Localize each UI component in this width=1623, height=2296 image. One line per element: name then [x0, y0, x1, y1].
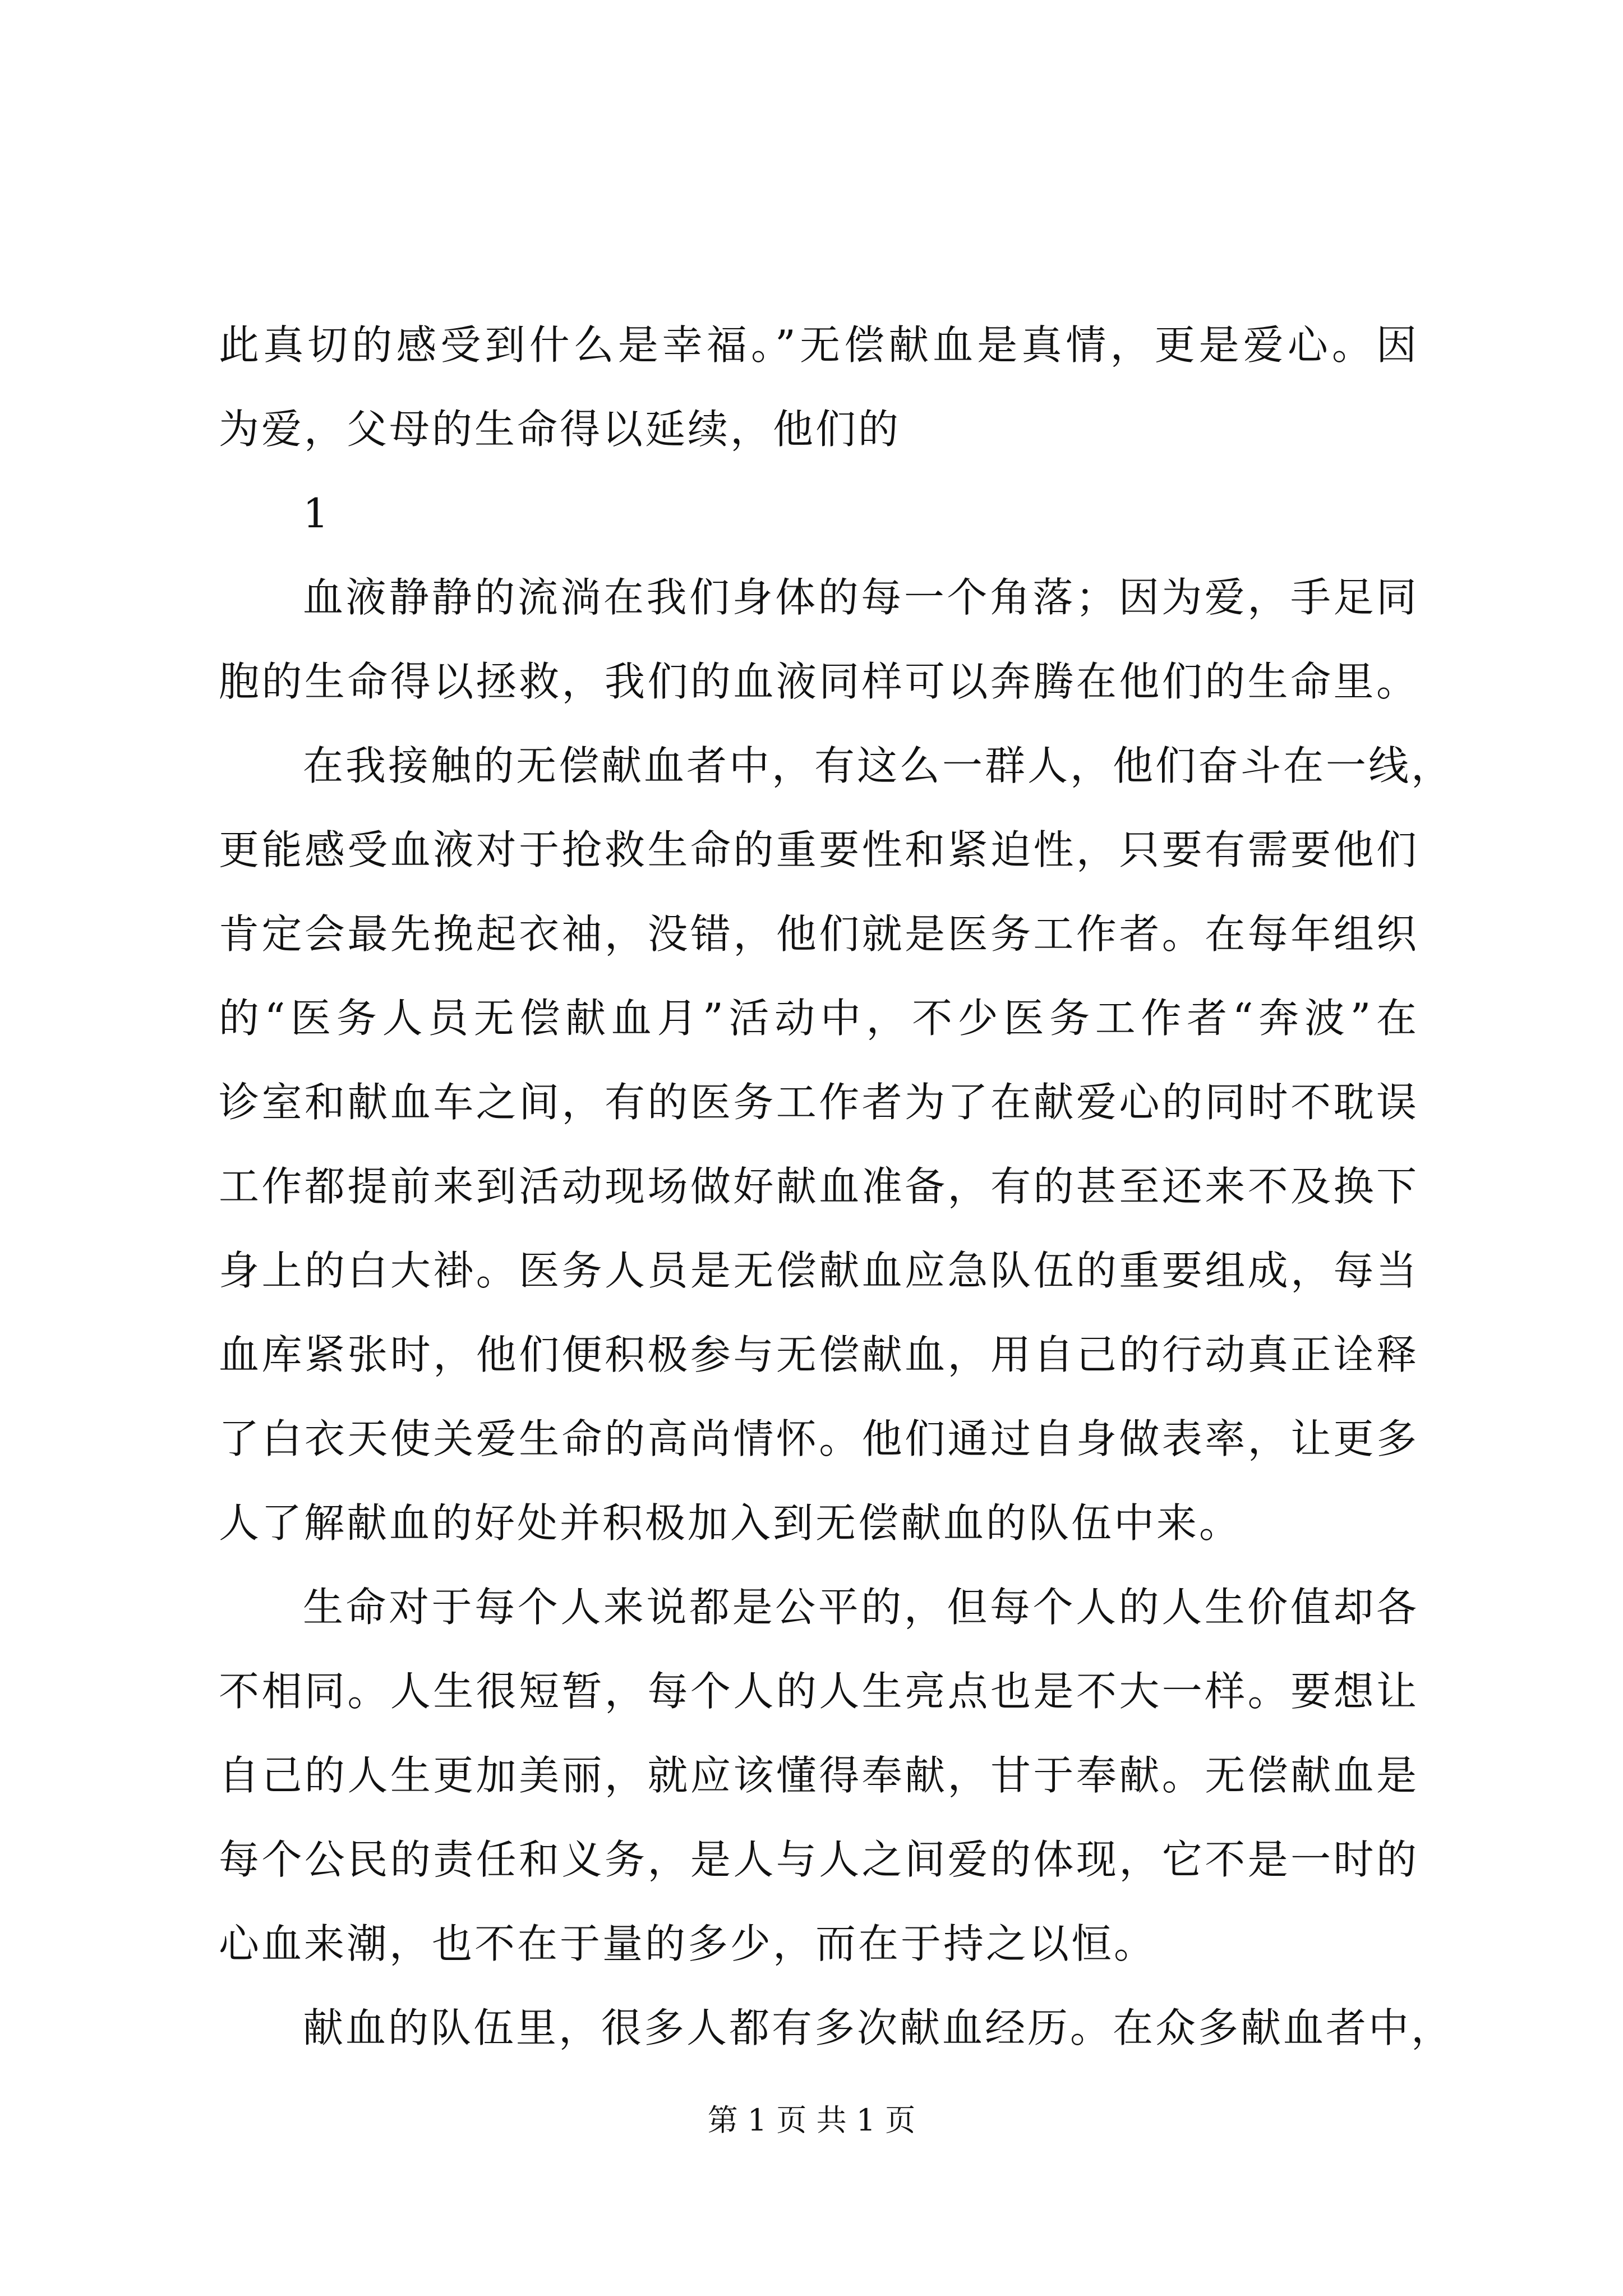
text-line: 心血来潮，也不在于量的多少，而在于持之以恒。: [219, 1920, 1157, 1967]
text-line: 此真切的感受到什么是幸福。”无偿献血是真情，更是爱心。因: [219, 321, 1419, 369]
paragraph: [219, 1986, 1454, 2070]
text-line: 肯定会最先挽起衣袖，没错，他们就是医务工作者。在每年组织: [219, 910, 1419, 958]
page-marker: 1: [303, 490, 329, 537]
text-line: 自己的人生更加美丽，就应该懂得奉献，甘于奉献。无偿献血是: [219, 1752, 1419, 1799]
text-line: 身上的白大褂。医务人员是无偿献血应急队伍的重要组成，每当: [219, 1247, 1419, 1294]
text-line: 了白衣天使关爱生命的高尚情怀。他们通过自身做表率，让更多: [219, 1415, 1419, 1462]
text-line: 胞的生命得以拯救，我们的血液同样可以奔腾在他们的生命里。: [219, 658, 1419, 705]
paragraph: [219, 555, 1419, 724]
text-line: 为爱，父母的生命得以延续，他们的: [219, 406, 901, 453]
page-footer: 第 1 页 共 1 页: [707, 2102, 916, 2138]
text-line: 工作都提前来到活动现场做好献血准备，有的甚至还来不及换下: [219, 1163, 1419, 1210]
document-body: [219, 303, 1454, 2070]
text-line: 诊室和献血车之间，有的医务工作者为了在献爱心的同时不耽误: [219, 1079, 1419, 1126]
text-line: 更能感受血液对于抢救生命的重要性和紧迫性，只要有需要他们: [219, 826, 1419, 873]
text-line: 在我接触的无偿献血者中，有这么一群人，他们奋斗在一线，: [303, 742, 1454, 789]
text-line: 不相同。人生很短暂，每个人的人生亮点也是不大一样。要想让: [219, 1668, 1419, 1715]
text-line: 的“医务人员无偿献血月”活动中，不少医务工作者“奔波”在: [219, 995, 1419, 1042]
text-line: 血库紧张时，他们便积极参与无偿献血，用自己的行动真正诠释: [219, 1331, 1419, 1378]
text-line: 人了解献血的好处并积极加入到无偿献血的队伍中来。: [219, 1499, 1242, 1547]
paragraph: [219, 1565, 1419, 1986]
text-line: 每个公民的责任和义务，是人与人之间爱的体现，它不是一时的: [219, 1836, 1419, 1883]
text-line: 生命对于每个人来说都是公平的，但每个人的人生价值却各: [303, 1584, 1419, 1631]
text-line: 献血的队伍里，很多人都有多次献血经历。在众多献血者中，: [303, 2004, 1454, 2051]
paragraph: [219, 724, 1454, 1565]
text-line: 血液静静的流淌在我们身体的每一个角落；因为爱，手足同: [303, 574, 1419, 621]
